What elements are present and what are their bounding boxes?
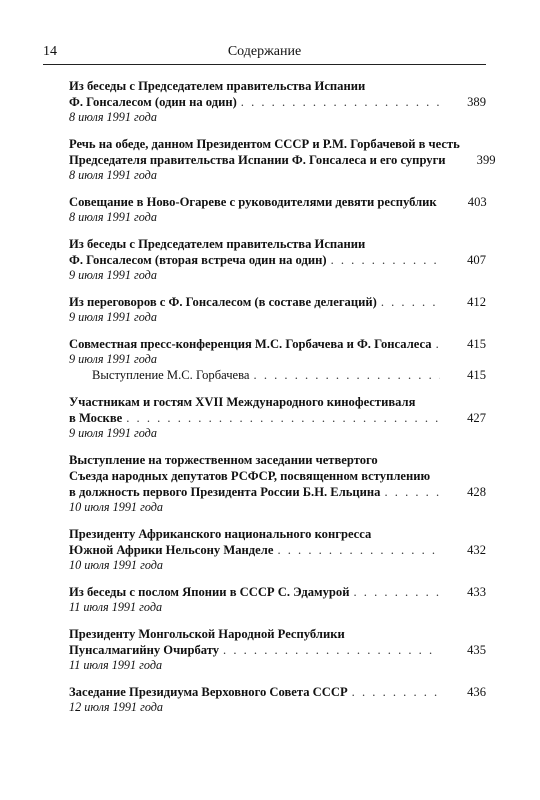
entry-title-line: Ф. Гонсалесом (один на один) — [69, 95, 237, 109]
toc-entry — [69, 584, 486, 615]
toc-entry — [69, 626, 486, 673]
page-number: 14 — [43, 44, 57, 59]
entry-date: 8 июля 1991 года — [69, 110, 157, 124]
entry-date: 9 июля 1991 года — [69, 426, 157, 440]
entry-date: 11 июля 1991 года — [69, 658, 163, 672]
entry-title-line: Пунсалмагийну Очирбату — [69, 643, 220, 657]
entry-title-line: Из беседы с Председателем правительства Испании — [69, 237, 366, 251]
dot-leader — [254, 367, 440, 383]
entry-title-line: Выступление на торжественном заседании четвертого — [69, 453, 378, 467]
entry-title-line: Ф. Гонсалесом (вторая встреча один на один) — [69, 253, 327, 267]
entry-title-row — [69, 194, 486, 210]
toc-entry — [69, 236, 486, 283]
entry-title-row — [69, 152, 496, 168]
entry-title-row — [69, 294, 486, 310]
dot-leader — [436, 336, 440, 352]
running-title: Содержание — [227, 44, 302, 59]
entry-page-number: 428 — [467, 485, 486, 499]
entry-date: 10 июля 1991 года — [69, 558, 164, 572]
dot-leader — [381, 294, 440, 310]
toc-entry — [69, 78, 486, 125]
dot-leader — [354, 584, 441, 600]
entry-title-row — [69, 336, 486, 352]
entry-title-row — [69, 94, 486, 110]
entry-title-line: Председателя правительства Испании Ф. Гонсалеса и его супруги — [69, 153, 446, 167]
entry-page-number: 432 — [467, 543, 486, 557]
dot-leader — [223, 642, 440, 658]
dot-leader — [384, 484, 440, 500]
entry-page-number: 435 — [467, 643, 486, 657]
entry-date: 8 июля 1991 года — [69, 168, 157, 182]
entry-title-line: Заседание Президиума Верховного Совета СССР — [69, 685, 348, 699]
entry-page-number: 415 — [467, 337, 486, 351]
entry-title-line: Из переговоров с Ф. Гонсалесом (в составе делегаций) — [69, 295, 377, 309]
entry-page-number: 389 — [467, 95, 486, 109]
entry-page-number: 427 — [467, 411, 486, 425]
dot-leader — [331, 252, 440, 268]
entry-title-line: Президенту Монгольской Народной Республики — [69, 627, 345, 641]
entry-page-number: 412 — [467, 295, 486, 309]
entry-title-line: Участникам и гостям XVII Международного кинофестиваля — [69, 395, 416, 409]
toc-entry — [69, 394, 486, 441]
toc-entry — [69, 194, 486, 225]
toc-entry — [69, 136, 496, 183]
entry-title-row — [69, 542, 486, 558]
entry-title-row — [69, 252, 486, 268]
toc-entry — [69, 526, 486, 573]
entry-title-line: Съезда народных депутатов РСФСР, посвященном вступлению — [69, 469, 431, 483]
entry-date: 8 июля 1991 года — [69, 210, 157, 224]
entry-title-line: Южной Африки Нельсону Манделе — [69, 543, 274, 557]
entry-title-line: в Москве — [69, 411, 123, 425]
dot-leader — [241, 94, 440, 110]
entry-page-number: 407 — [467, 253, 486, 267]
sub-entry-page-number: 415 — [467, 368, 486, 382]
entry-page-number: 433 — [467, 585, 486, 599]
toc-entry — [69, 452, 486, 515]
entry-title-line: в должность первого Президента России Б.Н. Ельцина — [69, 485, 381, 499]
entry-title-row — [69, 684, 486, 700]
entry-title-row — [69, 584, 486, 600]
entry-page-number: 436 — [467, 685, 486, 699]
entry-title-row — [69, 642, 486, 658]
entry-title-line: Речь на обеде, данном Президентом СССР и Р.М. Горбачевой в честь — [69, 137, 460, 151]
entry-date: 11 июля 1991 года — [69, 600, 163, 614]
entry-date: 12 июля 1991 года — [69, 700, 164, 714]
entry-date: 9 июля 1991 года — [69, 352, 157, 366]
entry-page-number: 399 — [476, 153, 496, 167]
dot-leader — [352, 684, 440, 700]
entry-title-line: Совместная пресс-конференция М.С. Горбачева и Ф. Гонсалеса — [69, 337, 432, 351]
entry-title-line: Из беседы с послом Японии в СССР С. Эдамурой — [69, 585, 350, 599]
entry-date: 10 июля 1991 года — [69, 500, 164, 514]
entry-title-row — [69, 484, 486, 500]
entry-date: 9 июля 1991 года — [69, 268, 157, 282]
toc-entry — [69, 294, 486, 325]
table-of-contents — [69, 78, 496, 726]
entry-title-row — [69, 410, 486, 426]
toc-entry — [69, 684, 486, 715]
dot-leader — [277, 542, 440, 558]
entry-title-line: Совещание в Ново-Огареве с руководителями девяти республик — [69, 195, 437, 209]
sub-entry-title: Выступление М.С. Горбачева — [92, 368, 250, 382]
sub-entry-row — [69, 367, 486, 383]
toc-entry — [69, 336, 486, 383]
dot-leader — [126, 410, 440, 426]
entry-page-number: 403 — [467, 195, 487, 209]
page-header — [43, 44, 486, 65]
entry-date: 9 июля 1991 года — [69, 310, 157, 324]
entry-title-line: Из беседы с Председателем правительства Испании — [69, 79, 366, 93]
entry-title-line: Президенту Африканского национального конгресса — [69, 527, 372, 541]
